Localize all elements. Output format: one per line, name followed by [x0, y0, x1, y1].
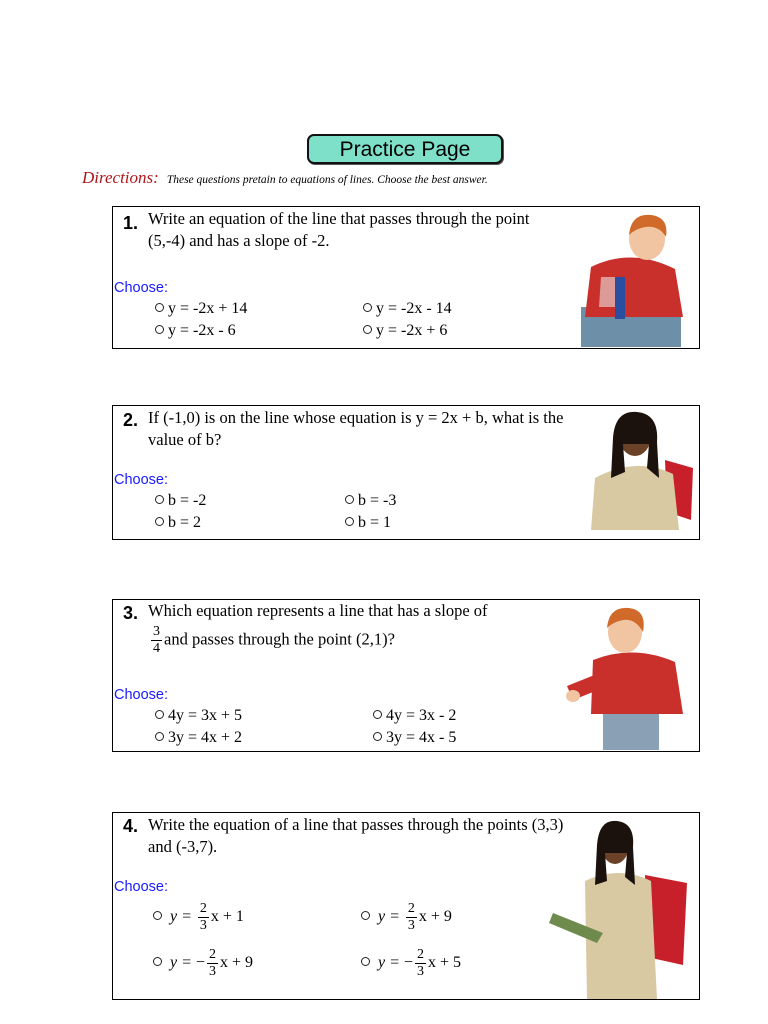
fraction-numerator: 2 — [416, 947, 424, 962]
option-label: 4y = 3x + 5 — [168, 707, 243, 724]
radio-button[interactable] — [155, 495, 164, 504]
option-b[interactable] — [345, 491, 396, 511]
radio-button[interactable] — [155, 325, 164, 334]
student-photo-boy-sitting — [571, 207, 697, 347]
option-c[interactable] — [155, 728, 242, 748]
question-number: 3. — [123, 603, 139, 623]
option-suffix: x + 9 — [219, 954, 253, 972]
fraction-numerator: 2 — [407, 901, 415, 916]
option-prefix: y = — [170, 954, 192, 972]
directions-label: Directions: — [82, 168, 159, 187]
directions-text: These questions pretain to equations of lines. Choose the best answer. — [166, 174, 488, 186]
question-text: Write an equation of the line that passes through the point (5,-4) and has a slope of -2. — [148, 209, 530, 250]
fraction-denominator: 4 — [153, 641, 160, 656]
question-1 — [112, 206, 700, 349]
option-d[interactable] — [373, 728, 456, 748]
student-photo-girl-with-book — [549, 815, 699, 999]
choose-label: Choose: — [114, 280, 169, 296]
option-label: y = -2x - 6 — [168, 322, 236, 339]
option-a[interactable] — [155, 491, 206, 511]
choose-label: Choose: — [114, 472, 169, 488]
fraction-numerator: 2 — [199, 901, 207, 916]
question-number: 4. — [123, 816, 139, 836]
radio-button[interactable] — [153, 911, 162, 920]
option-sign: − — [195, 954, 205, 972]
fraction-denominator: 3 — [208, 964, 216, 979]
question-text: Write the equation of a line that passes through the points (3,3) and (-3,7). — [148, 815, 564, 856]
radio-button[interactable] — [363, 325, 372, 334]
slope-fraction — [151, 624, 162, 657]
choose-label: Choose: — [114, 879, 169, 895]
option-c[interactable] — [155, 321, 236, 341]
radio-button[interactable] — [345, 517, 354, 526]
option-suffix: x + 5 — [427, 954, 461, 972]
option-prefix: y = — [170, 908, 192, 926]
option-prefix: y = — [378, 908, 400, 926]
option-a[interactable] — [155, 706, 242, 726]
question-number: 2. — [123, 410, 139, 430]
fraction-numerator: 3 — [153, 624, 160, 639]
option-c[interactable] — [153, 947, 253, 980]
option-fraction — [207, 947, 218, 980]
fraction-denominator: 3 — [199, 918, 207, 933]
option-label: 3y = 4x - 5 — [386, 729, 457, 746]
question-number: 1. — [123, 213, 139, 233]
option-label: b = 2 — [168, 514, 202, 531]
choose-label: Choose: — [114, 687, 169, 703]
option-label: y = -2x + 6 — [376, 322, 448, 339]
radio-button[interactable] — [155, 517, 164, 526]
option-label: b = -3 — [358, 492, 397, 509]
radio-button[interactable] — [373, 732, 382, 741]
option-b[interactable] — [373, 706, 456, 726]
question-text: If (-1,0) is on the line whose equation is y = 2x + b, what is the value of b? — [148, 408, 564, 449]
radio-button[interactable] — [363, 303, 372, 312]
option-fraction — [406, 901, 417, 934]
student-photo-girl-sitting — [575, 408, 697, 538]
option-label: y = -2x + 14 — [168, 300, 248, 317]
radio-button[interactable] — [155, 732, 164, 741]
question-2 — [112, 405, 700, 540]
option-b[interactable] — [363, 299, 452, 319]
question-text-line-1: Which equation represents a line that has a slope of — [148, 601, 488, 620]
radio-button[interactable] — [155, 710, 164, 719]
question-4 — [112, 812, 700, 1000]
option-label: 3y = 4x + 2 — [168, 729, 243, 746]
fraction-numerator: 2 — [208, 947, 216, 962]
option-d[interactable] — [345, 513, 391, 533]
option-label: 4y = 3x - 2 — [386, 707, 457, 724]
fraction-denominator: 3 — [407, 918, 415, 933]
student-photo-boy-pointing — [563, 604, 697, 750]
option-fraction — [415, 947, 426, 980]
directions — [82, 168, 702, 188]
radio-button[interactable] — [345, 495, 354, 504]
fraction-denominator: 3 — [416, 964, 424, 979]
option-suffix: x + 9 — [418, 908, 452, 926]
radio-button[interactable] — [373, 710, 382, 719]
question-3 — [112, 599, 700, 752]
option-a[interactable] — [155, 299, 247, 319]
radio-button[interactable] — [361, 957, 370, 966]
question-text-continued: and passes through the point (2,1)? — [164, 629, 395, 649]
option-c[interactable] — [155, 513, 201, 533]
option-label: b = 1 — [358, 514, 392, 531]
option-d[interactable] — [363, 321, 447, 341]
option-sign: − — [403, 954, 413, 972]
option-suffix: x + 1 — [210, 908, 244, 926]
option-label: b = -2 — [168, 492, 207, 509]
option-prefix: y = — [378, 954, 400, 972]
option-a[interactable] — [153, 901, 244, 934]
radio-button[interactable] — [361, 911, 370, 920]
option-d[interactable] — [361, 947, 461, 980]
radio-button[interactable] — [155, 303, 164, 312]
question-text-line-2 — [149, 624, 569, 657]
page-title: Practice Page — [307, 134, 503, 164]
option-b[interactable] — [361, 901, 452, 934]
radio-button[interactable] — [153, 957, 162, 966]
option-label: y = -2x - 14 — [376, 300, 452, 317]
option-fraction — [198, 901, 209, 934]
